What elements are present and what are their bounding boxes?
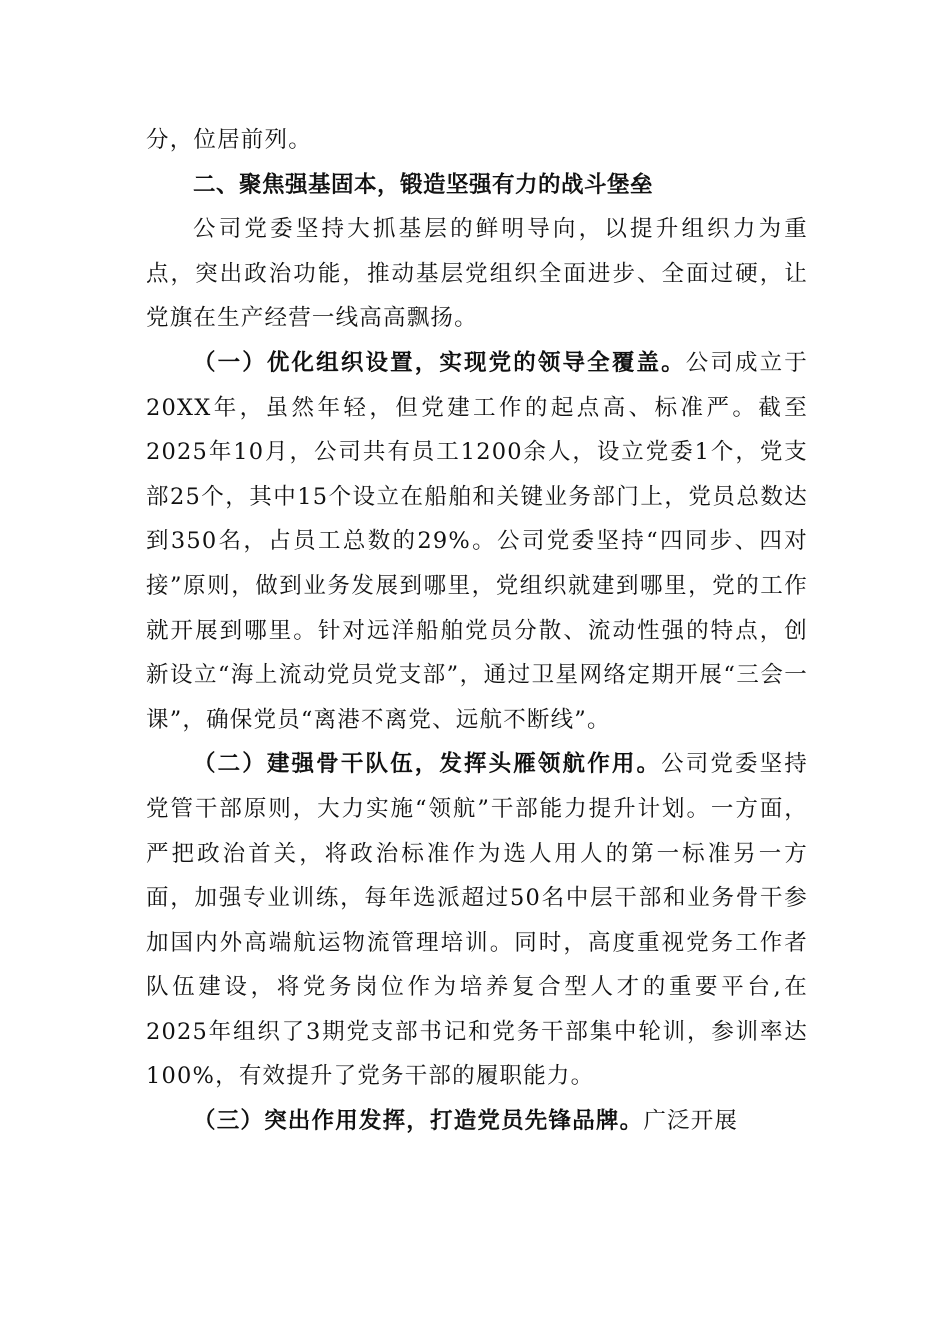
section-intro: 公司党委坚持大抓基层的鲜明导向，以提升组织力为重点，突出政治功能，推动基层党组织全面进步、全面过硬，让党旗在生产经营一线高高飘扬。 [146,216,808,332]
subsection-2-body: 公司党委坚持党管干部原则，大力实施“领航”干部能力提升计划。一方面，严把政治首关，将政治标准作为选人用人的第一标准另一方面，加强专业训练，每年选派超过50名中层干部和业务骨干参加国内外高端航运物流管理培训。同时，高度重视党务工作者队伍建设，将党务岗位作为培养复合型人才的重要平台,在2025年组织了3期党支部书记和党务干部集中轮训，参训率达100%，有效提升了党务干部的履职能力。 [146,751,808,1090]
subsection-3-body: 广泛开展 [643,1108,739,1135]
document-page [146,118,808,1144]
section-heading: 二、聚焦强基固本，锻造坚强有力的战斗堡垒 [193,171,654,198]
subsection-1-title: （一）优化组织设置，实现党的领导全覆盖。 [193,349,686,376]
lead-fragment: 分，位居前列。 [146,127,312,153]
subsection-3-title: （三）突出作用发挥，打造党员先锋品牌。 [193,1108,644,1135]
subsection-2 [146,742,808,1099]
subsection-1-body: 公司成立于20XX年，虽然年轻，但党建工作的起点高、标准严。截至2025年10月，公司共有员工1200余人，设立党委1个，党支部25个，其中15个设立在船舶和关键业务部门上，党员总数达到350名，占员工总数的29%。公司党委坚持“四同步、四对接”原则，做到业务发展到哪里，党组织就建到哪里，党的工作就开展到哪里。针对远洋船舶党员分散、流动性强的特点，创新设立“海上流动党员党支部”，通过卫星网络定期开展“三会一课”，确保党员“离港不离党、远航不断线”。 [146,349,808,733]
subsection-3 [146,1099,808,1144]
subsection-1 [146,341,808,742]
subsection-2-title: （二）建强骨干队伍，发挥头雁领航作用。 [193,751,662,778]
